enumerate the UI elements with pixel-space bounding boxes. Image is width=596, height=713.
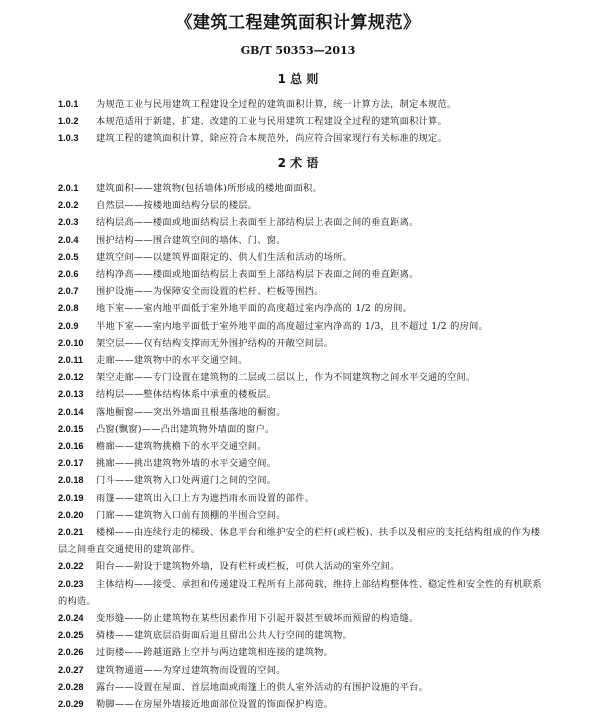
clause-item (58, 576, 548, 610)
clause-text: 围护结构——围合建筑空间的墙体、门、窗。 (96, 234, 286, 246)
clause-item (58, 472, 548, 489)
clause-number: 2.0.27 (58, 664, 84, 675)
clause-number: 1.0.1 (58, 99, 79, 109)
clause-item (58, 455, 548, 472)
clause-item (58, 113, 548, 130)
clause-text: 建筑工程的建筑面积计算，除应符合本规范外，尚应符合国家现行有关标准的规定。 (96, 133, 448, 145)
clause-item (58, 180, 548, 197)
clause-number: 2.0.6 (58, 269, 79, 280)
clause-item (58, 490, 548, 507)
standard-code: GB/T 50353—2013 (240, 44, 356, 57)
clause-text: 凸窗(飘窗)——凸出建筑物外墙面的窗户。 (96, 423, 275, 435)
clause-text: 建筑物通道——为穿过建筑物而设置的空间。 (96, 664, 286, 676)
clause-text: 结构层高——楼面或地面结构层上表面至上部结构层上表面之间的垂直距离。 (96, 217, 419, 229)
clause-text: 架空层——仅有结构支撑而无外围护结构的开敞空间层。 (96, 337, 334, 349)
clause-item (58, 283, 548, 300)
clause-text: 自然层——按楼地面结构分层的楼层。 (96, 200, 258, 212)
clause-text: 围护设施——为保障安全而设置的栏杆、栏板等围挡。 (96, 286, 324, 298)
clause-item (58, 266, 548, 283)
clause-item (58, 197, 548, 214)
clause-number: 2.0.24 (58, 613, 84, 624)
clause-number: 2.0.19 (58, 492, 84, 503)
clause-text: 建筑空间——以建筑界面限定的、供人们生活和活动的场所。 (96, 251, 353, 263)
clause-number: 1.0.3 (58, 133, 79, 144)
clause-text: 楼梯——由连续行走的梯级、休息平台和维护安全的栏杆(或栏板)、扶手以及相应的支托结构组成的作为楼层之间垂直交通使用的建筑部件。 (58, 527, 541, 556)
clause-item (58, 335, 548, 352)
clause-text: 过街楼——跨越道路上空并与两边建筑相连接的建筑物。 (96, 647, 334, 659)
clause-text: 门廊——建筑物入口前有顶棚的半围合空间。 (96, 509, 286, 521)
clause-number: 2.0.11 (58, 355, 84, 366)
clause-item (58, 558, 548, 575)
clause-text: 建筑面积——建筑物(包括墙体)所形成的楼地面面积。 (96, 183, 322, 194)
clause-text: 雨篷——建筑出入口上方为遮挡雨水而设置的部件。 (96, 492, 315, 504)
clause-number: 2.0.16 (58, 441, 84, 452)
clause-text: 架空走廊——专门设置在建筑物的二层或二层以上，作为不同建筑物之间水平交通的空间。 (96, 372, 476, 384)
clause-item (58, 404, 548, 421)
clause-text: 檐廊——建筑物挑檐下的水平交通空间。 (96, 441, 267, 453)
clause-item (58, 96, 548, 113)
clause-text: 门斗——建筑物入口处两道门之间的空间。 (96, 475, 277, 487)
clause-number: 2.0.26 (58, 647, 84, 658)
clause-number: 2.0.9 (58, 320, 79, 331)
clause-item (58, 386, 548, 403)
clause-number: 2.0.25 (58, 630, 84, 641)
clause-item (58, 662, 548, 679)
clause-number: 2.0.15 (58, 423, 84, 434)
clause-number: 2.0.13 (58, 389, 84, 400)
clause-list-terms (58, 180, 548, 713)
clause-number: 2.0.10 (58, 337, 84, 348)
clause-text: 露台——设置在屋面、首层地面或雨篷上的供人室外活动的有围护设施的平台。 (96, 681, 429, 693)
clause-item (58, 130, 548, 147)
clause-text: 挑廊——挑出建筑物外墙的水平交通空间。 (96, 458, 277, 470)
clause-number: 2.0.12 (58, 372, 84, 383)
clause-text: 结构净高——楼面或地面结构层上表面至上部结构层下表面之间的垂直距离。 (96, 269, 419, 281)
clause-text: 勒脚——在房屋外墙接近地面部位设置的饰面保护构造。 (96, 699, 334, 711)
clause-text: 变形缝——防止建筑物在某些因素作用下引起开裂甚至破坏而预留的构造缝。 (96, 613, 419, 625)
clause-number: 2.0.4 (58, 234, 79, 245)
document-title: 《建筑工程建筑面积计算规范》 (175, 13, 421, 33)
clause-item (58, 679, 548, 696)
clause-text: 阳台——附设于建筑物外墙，设有栏杆或栏板，可供人活动的室外空间。 (96, 561, 400, 573)
clause-number: 2.0.3 (58, 217, 79, 228)
clause-list-general (58, 96, 548, 148)
clause-text: 骑楼——建筑底层沿街面后退且留出公共人行空间的建筑物。 (96, 630, 353, 642)
clause-item (58, 438, 548, 455)
clause-item (58, 421, 548, 438)
clause-number: 2.0.28 (58, 681, 84, 692)
clause-item (58, 214, 548, 231)
clause-text: 为规范工业与民用建筑工程建设全过程的建筑面积计算，统一计算方法，制定本规范。 (96, 99, 457, 110)
clause-number: 2.0.14 (58, 406, 84, 417)
clause-number: 2.0.17 (58, 458, 84, 469)
clause-item (58, 352, 548, 369)
clause-item (58, 249, 548, 266)
clause-number: 2.0.21 (58, 527, 84, 538)
clause-number: 2.0.29 (58, 699, 84, 710)
clause-item (58, 300, 548, 317)
section-heading-general: 1 总 则 (277, 72, 319, 86)
clause-text: 半地下室——室内地平面低于室外地平面的高度超过室内净高的 1/3，且不超过 1/2 的房间。 (96, 320, 489, 332)
clause-item (58, 696, 548, 713)
clause-item (58, 318, 548, 335)
clause-text: 地下室——室内地平面低于室外地平面的高度超过室内净高的 1/2 的房间。 (96, 303, 413, 315)
clause-item (58, 232, 548, 249)
clause-number: 2.0.20 (58, 509, 84, 520)
clause-item (58, 627, 548, 644)
clause-item (58, 610, 548, 627)
clause-item (58, 369, 548, 386)
clause-number: 2.0.22 (58, 561, 84, 572)
clause-number: 2.0.23 (58, 578, 84, 589)
clause-item (58, 524, 548, 558)
section-heading-terms: 2 术 语 (277, 156, 319, 170)
clause-number: 2.0.5 (58, 251, 79, 262)
clause-number: 2.0.1 (58, 183, 79, 193)
clause-item (58, 507, 548, 524)
clause-number: 1.0.2 (58, 116, 79, 127)
clause-text: 走廊——建筑物中的水平交通空间。 (96, 355, 248, 367)
clause-number: 2.0.2 (58, 200, 79, 211)
clause-number: 2.0.7 (58, 286, 79, 297)
clause-text: 落地橱窗——突出外墙面且根基落地的橱窗。 (96, 406, 286, 418)
clause-number: 2.0.18 (58, 475, 84, 486)
clause-text: 主体结构——接受、承担和传递建设工程所有上部荷载，维持上部结构整体性、稳定性和安全性的有机联系的构造。 (58, 578, 542, 607)
clause-item (58, 644, 548, 661)
clause-text: 本规范适用于新建、扩建、改建的工业与民用建筑工程建设全过程的建筑面积计算。 (96, 116, 448, 128)
clause-number: 2.0.8 (58, 303, 79, 314)
clause-text: 结构层——整体结构体系中承重的楼板层。 (96, 389, 277, 401)
